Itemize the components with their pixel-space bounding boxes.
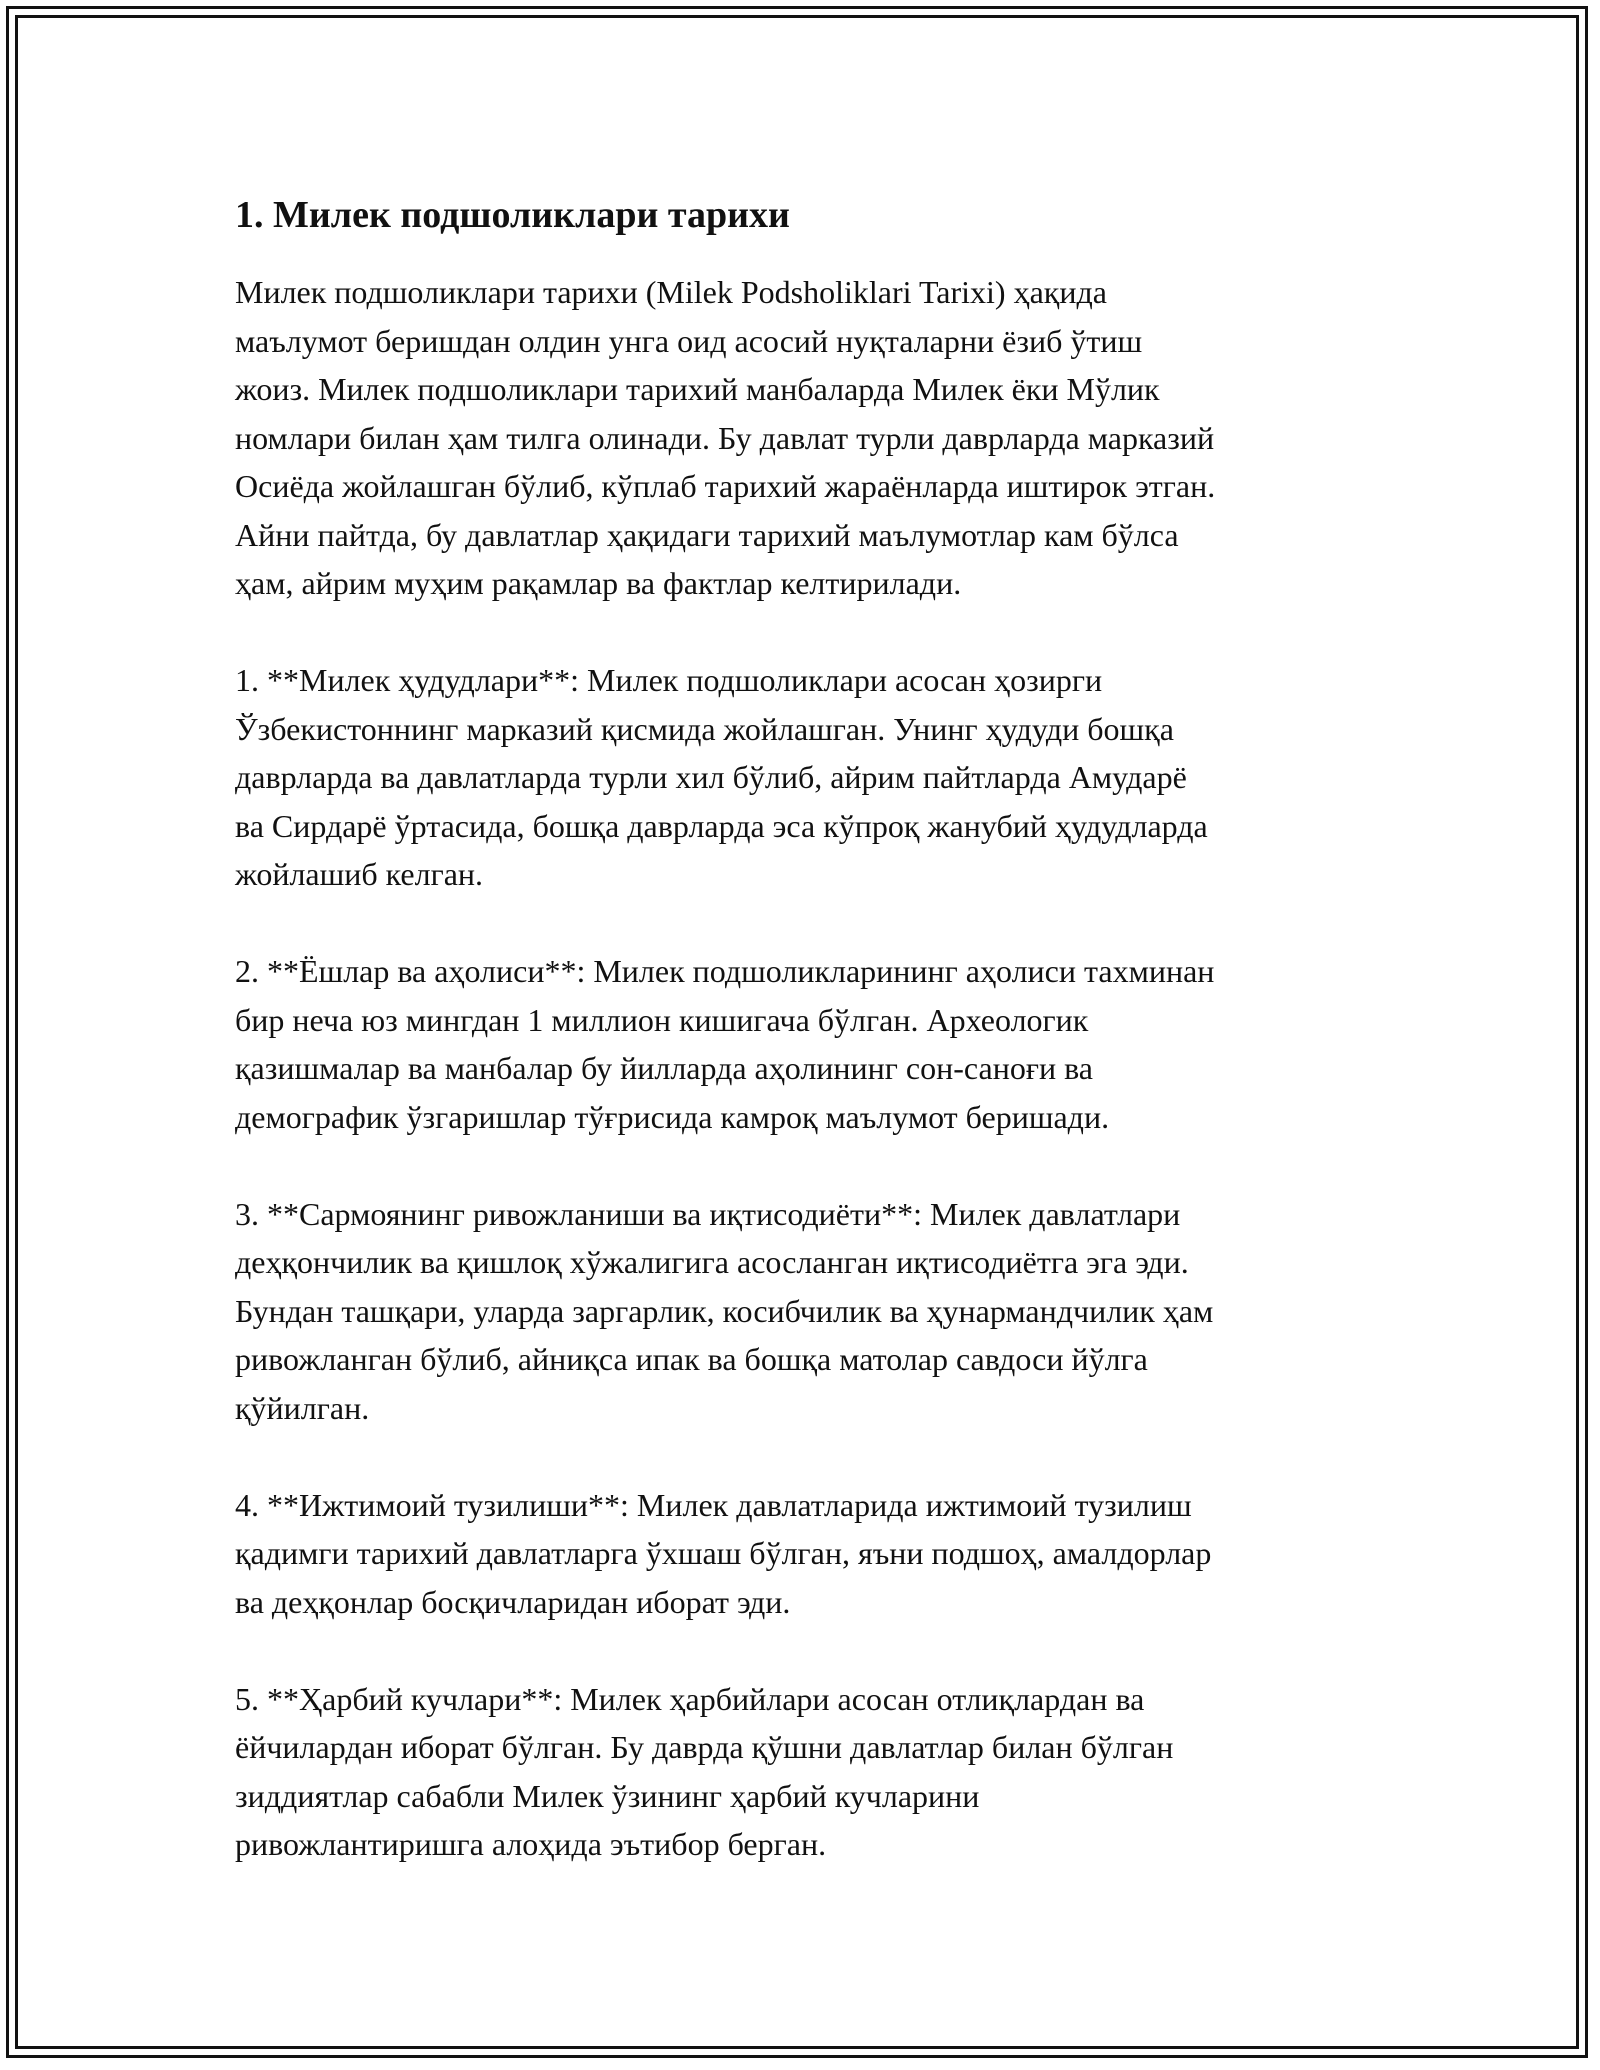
document-title: 1. Милек подшоликлари тарихи [235,194,790,236]
intro-paragraph: Милек подшоликлари тарихи (Milek Podsholiklari Tarixi) ҳақида маълумот беришдан олдин унга оид асосий нуқталарни ёзиб ўтиш жоиз. Милек подшоликлари тарихий манбаларда Милек ёки Мўлик номлари билан ҳам тилга олинади. Бу давлат турли даврларда марказий Осиёда жойлашган бўлиб, кўплаб тарихий жараёнларда иштирок этган. Айни пайтда, бу давлатлар ҳақидаги тарихий маълумотлар кам бўлса ҳам, айрим муҳим рақамлар ва фактлар келтирилади. [235,274,1216,601]
paragraph-social-structure: 4. **Ижтимоий тузилиши**: Милек давлатларида ижтимоий тузилиш қадимги тарихий давлатларга ўхшаш бўлган, яъни подшоҳ, амалдорлар ва деҳқонлар босқичларидан иборат эди. [235,1486,1212,1620]
paragraph-territory: 1. **Милек ҳудудлари**: Милек подшоликлари асосан ҳозирги Ўзбекистоннинг марказий қисмида жойлашган. Унинг ҳудуди бошқа даврларда ва давлатларда турли хил бўлиб, айрим пайтларда Амударё ва Сирдарё ўртасида, бошқа даврларда эса кўпроқ жанубий ҳудудларда жойлашиб келган. [235,662,1208,892]
document-body [235,186,1370,1917]
paragraph-military: 5. **Ҳарбий кучлари**: Милек ҳарбийлари асосан отлиқлардан ва ёйчилардан иборат бўлган. Бу даврда қўшни давлатлар билан бўлган зиддиятлар сабабли Милек ўзининг ҳарбий кучларини ривожлантиришга алоҳида эътибор берган. [235,1680,1174,1862]
paragraph-population: 2. **Ёшлар ва аҳолиси**: Милек подшоликларининг аҳолиси тахминан бир неча юз мингдан 1 миллион кишигача бўлган. Археологик қазишмалар ва манбалар бу йилларда аҳолининг сон-саноғи ва демографик ўзгаришлар тўғрисида камроқ маълумот беришади. [235,953,1215,1135]
paragraph-economy: 3. **Сармоянинг ривожланиши ва иқтисодиёти**: Милек давлатлари деҳқончилик ва қишлоқ хўжалигига асосланган иқтисодиётга эга эди. Бундан ташқари, уларда заргарлик, косибчилик ва ҳунармандчилик ҳам ривожланган бўлиб, айниқса ипак ва бошқа матолар савдоси йўлга қўйилган. [235,1195,1214,1426]
